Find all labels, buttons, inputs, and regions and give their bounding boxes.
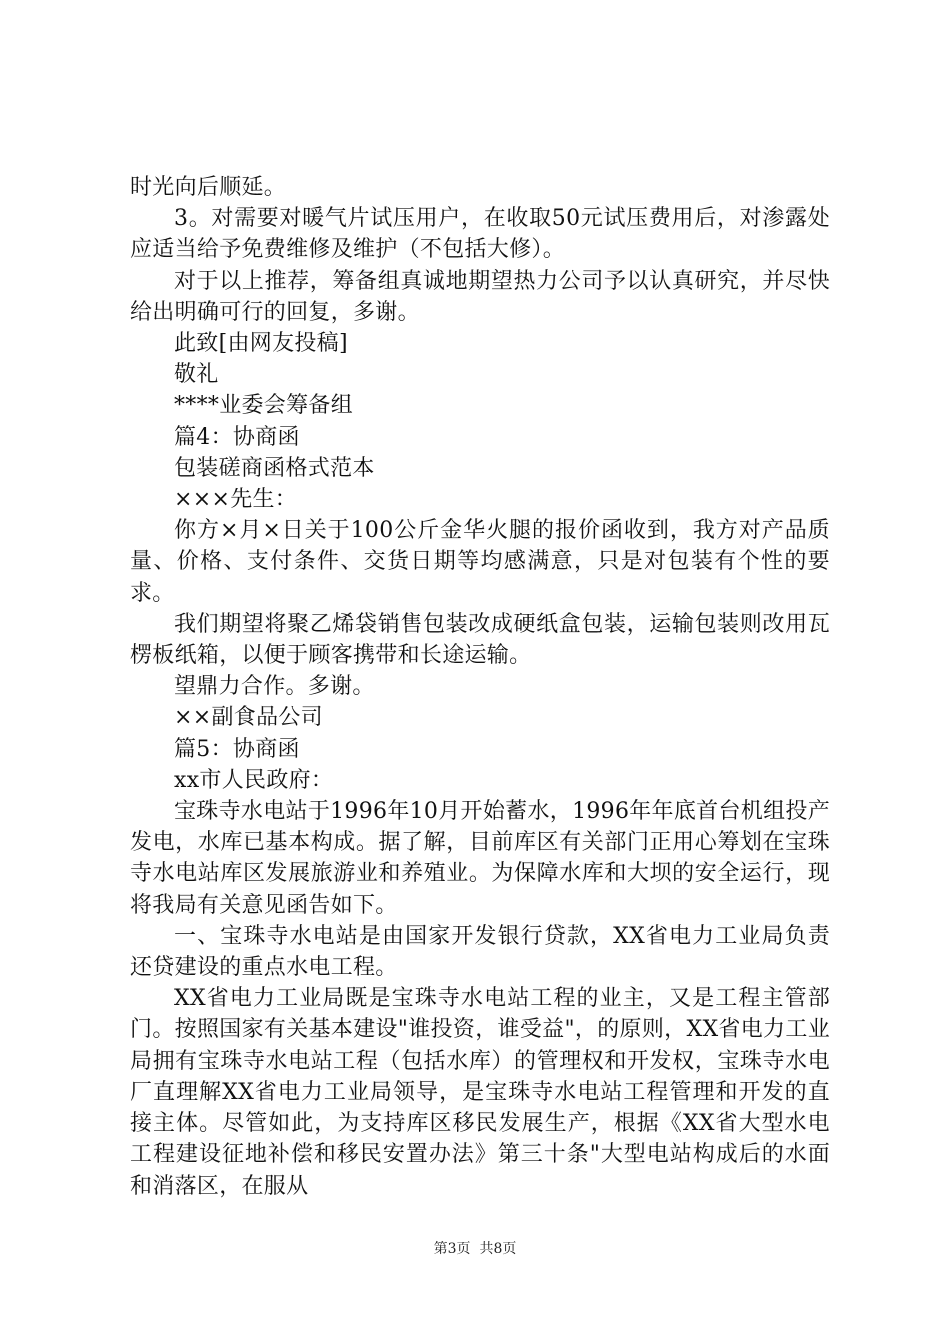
paragraph: 篇4：协商函	[174, 424, 300, 450]
paragraph: 此致[由网友投稿]	[174, 331, 348, 357]
paragraph: 篇5：协商函	[174, 736, 300, 762]
paragraph: XX省电力工业局既是宝珠寺水电站工程的业主，又是工程主管部门。按照国家有关基本建设"谁投资，谁受益"，的原则，XX省电力工业局拥有宝珠寺水电站工程（包括水库）的管理权和开发权，宝珠寺水电厂直理解XX省电力工业局领导，是宝珠寺水电站工程管理和开发的直接主体。尽管如此，为支持库区移民发展生产，根据《XX省大型水电工程建设征地补偿和移民安置办法》第三十条"大型电站构成后的水面和消落区，在服从	[130, 986, 830, 1199]
paragraph: 包装磋商函格式范本	[174, 455, 375, 481]
paragraph: 一、宝珠寺水电站是由国家开发银行贷款，XX省电力工业局负责还贷建设的重点水电工程。	[130, 923, 830, 981]
paragraph: 望鼎力合作。多谢。	[174, 674, 375, 700]
paragraph: 对于以上推荐，筹备组真诚地期望热力公司予以认真研究，并尽快给出明确可行的回复，多谢。	[130, 268, 830, 325]
paragraph: 敬礼	[174, 362, 219, 388]
paragraph: ×××先生：	[174, 487, 298, 513]
paragraph: ××副食品公司	[174, 705, 323, 731]
paragraph: 你方×月×日关于100公斤金华火腿的报价函收到，我方对产品质量、价格、支付条件、交货日期等均感满意，只是对包装有个性的要求。	[130, 518, 830, 606]
paragraph: 时光向后顺延。	[130, 175, 287, 200]
paragraph: xx市人民政府：	[174, 767, 334, 793]
paragraph: 3。对需要对暖气片试压用户，在收取50元试压费用后，对渗露处应适当给予免费维修及维护（不包括大修）。	[130, 206, 830, 263]
document-body	[130, 172, 830, 1202]
paragraph: 宝珠寺水电站于1996年10月开始蓄水，1996年年底首台机组投产发电，水库已基本构成。据了解，目前库区有关部门正用心筹划在宝珠寺水电站库区发展旅游业和养殖业。为保障水库和大坝的安全运行，现将我局有关意见函告如下。	[130, 799, 830, 918]
paragraph: ****业委会筹备组	[174, 393, 354, 419]
paragraph: 我们期望将聚乙烯袋销售包装改成硬纸盒包装，运输包装则改用瓦楞板纸箱，以便于顾客携带和长途运输。	[130, 611, 830, 669]
page-footer: 第3页 共8页	[433, 1241, 517, 1257]
